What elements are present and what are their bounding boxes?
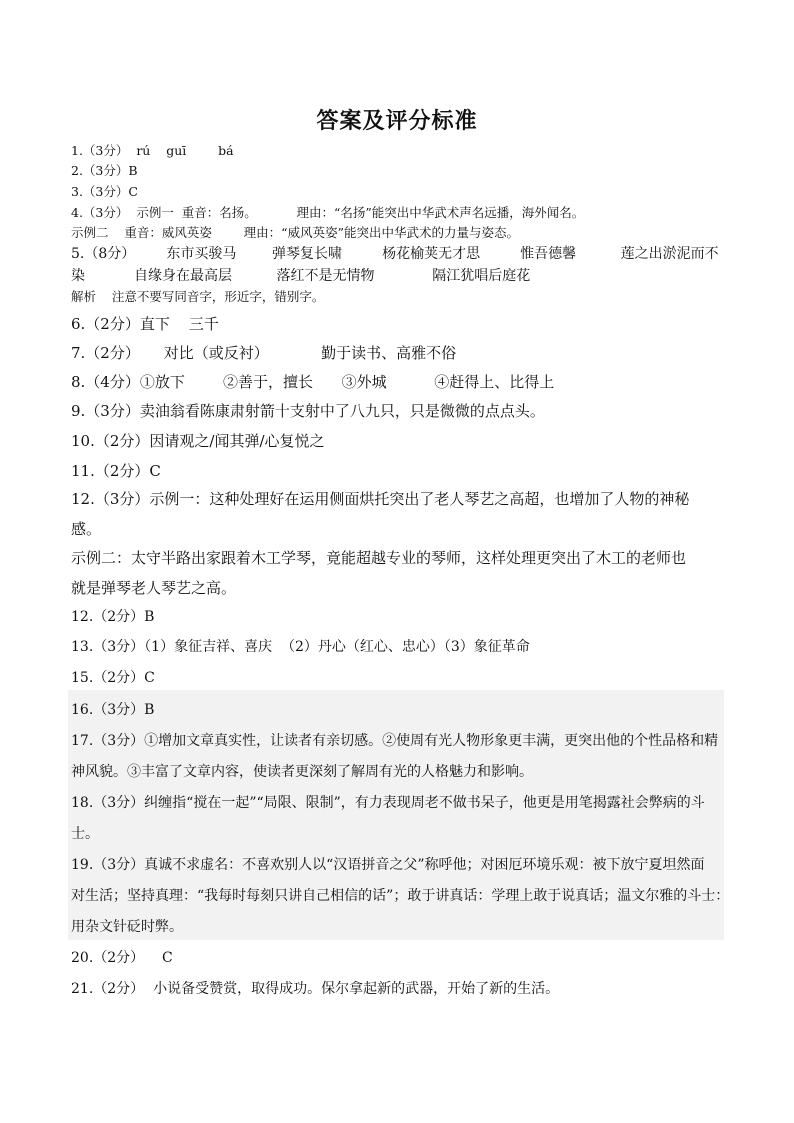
answer-line: 5.（8分） 东市买骏马 弹琴复长啸 杨花榆荚无才思 惟吾德馨 莲之出淤泥而不: [71, 246, 719, 262]
answer-line: 7.（2分） 对比（或反衬） 勤于读书、高雅不俗: [71, 344, 457, 362]
answer-line: 感。: [71, 520, 102, 538]
answer-line: 用杂文针砭时弊。: [71, 919, 183, 935]
answer-line: 士。: [71, 826, 99, 842]
answer-line: 12.（2分）B: [71, 609, 155, 625]
answer-line: 2.（3分）B: [71, 163, 138, 178]
answer-line: 13.（3分）（1）象征吉祥、喜庆 （2）丹心（红心、忠心）（3）象征革命: [71, 639, 530, 655]
answer-line: 10.（2分）因请观之/闻其弹/心复悦之: [71, 432, 325, 450]
answer-line: 6.（2分）直下 三千: [71, 315, 219, 333]
answer-line: 18.（3分）纠缠指“搅在一起”“局限、限制”，有力表现周老不做书呆子，他更是用笔揭露社会弊病的斗: [71, 795, 705, 811]
answer-line: 12.（3分）示例一：这种处理好在运用侧面烘托突出了老人琴艺之高超，也增加了人物的神秘: [71, 490, 690, 508]
answer-line: 1.（3分） rú guī bá: [71, 143, 234, 158]
answer-line: 神风貌。③丰富了文章内容，使读者更深刻了解周有光的人格魅力和影响。: [71, 764, 533, 780]
answer-line: 9.（3分）卖油翁看陈康肃射箭十支射中了八九只，只是微微的点点头。: [71, 402, 545, 420]
answer-line: 3.（3分）C: [71, 184, 138, 199]
answer-line: 对生活；坚持真理：“我每时每刻只讲自己相信的话”；敢于讲真话：学理上敢于说真话；温文尔雅的斗士：: [71, 888, 730, 904]
answer-line: 示例二：太守半路出家跟着木工学琴，竟能超越专业的琴师，这样处理更突出了木工的老师也: [71, 549, 687, 567]
answer-line: 示例二 重音：威风英姿 理由：“威风英姿”能突出中华武术的力量与姿态。: [71, 225, 519, 240]
answer-line: 21.（2分） 小说备受赞赏，取得成功。保尔拿起新的武器，开始了新的生活。: [71, 981, 560, 997]
answer-line: 11.（2分）C: [71, 462, 161, 480]
answer-line: 就是弹琴老人琴艺之高。: [71, 579, 237, 597]
answer-line: 解析 注意不要写同音字，形近字，错别字。: [71, 289, 325, 304]
answer-line: 8.（4分）①放下 ②善于，擅长 ③外城 ④赶得上、比得上: [71, 373, 555, 391]
page-title: 答案及评分标准: [316, 108, 478, 134]
answer-line: 19.（3分）真诚不求虚名：不喜欢别人以“汉语拼音之父”称呼他；对困厄环境乐观：被下放宁夏坦然面: [71, 857, 705, 873]
answer-line: 染 自缘身在最高层 落红不是无情物 隔江犹唱后庭花: [71, 268, 531, 284]
answer-line: 15.（2分）C: [71, 670, 155, 686]
answer-line: 4.（3分） 示例一 重音：名扬。 理由：“名扬”能突出中华武术声名远播，海外闻名。: [71, 205, 585, 220]
answer-line: 20.（2分） C: [71, 950, 173, 966]
answer-line: 16.（3分）B: [71, 702, 155, 718]
answer-line: 17.（3分）①增加文章真实性，让读者有亲切感。②使周有光人物形象更丰满，更突出他的个性品格和精: [71, 733, 719, 749]
